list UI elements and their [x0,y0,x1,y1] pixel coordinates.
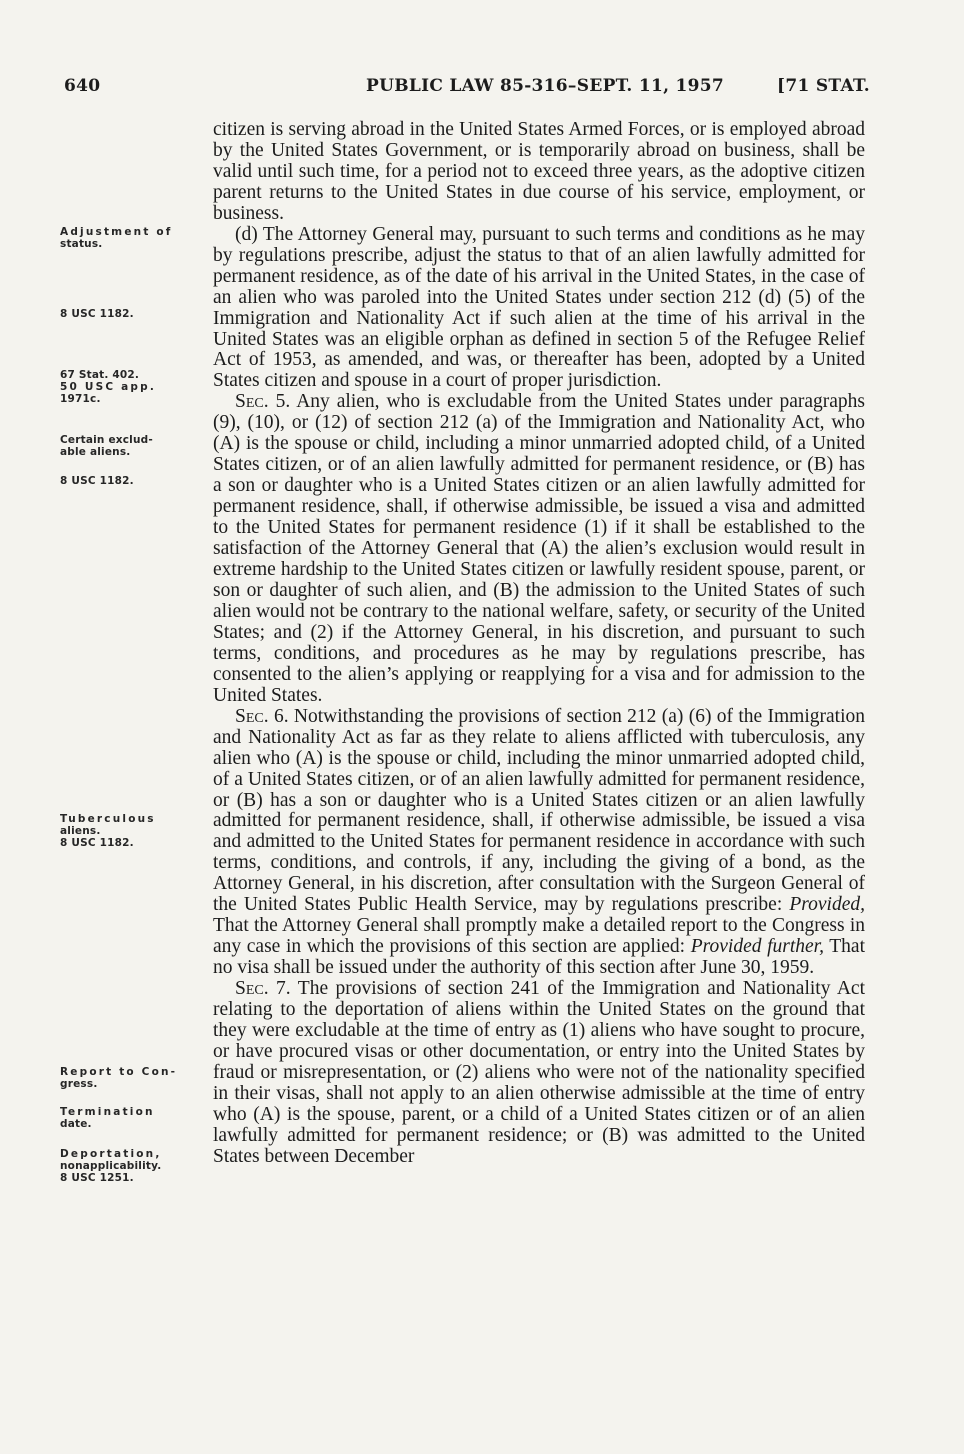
margin-line: 8 USC 1182. [60,308,134,320]
paragraph-subsection-d: (d) The Attorney General may, pursuant to such terms and conditions as he may by regulations prescribe, adjust the status to that of an alien lawfully admitted for permanent residence, as of the date of his arrival in the United States, in the case of an alien who was paroled into the United States under section 212 (d) (5) of the Immigration and Nationality Act if such alien at the time of his arrival in the United States was an eligible orphan as defined in section 5 of the Refugee Relief Act of 1953, as amended, and was, or thereafter has been, adopted by a United States citizen and spouse in a court of proper jurisdiction. [213,223,865,392]
margin-note-adjustment [60,226,208,250]
margin-line: 8 USC 1182. [60,475,134,487]
body-text [213,120,865,1168]
section-text: The provisions of section 241 of the Immigration and Nationality Act relating to the deportation of aliens within the United States on the ground that they were excludable at the time of entry as (1) aliens who have sought to procure, or have procured visas or other documentation, or entry into the United States by fraud or misrepresentation, or (2) aliens who were not of the nationality specified in their visas, shall not apply to an alien otherwise admissible at the time of entry who (A) is the spouse, parent, or a child of a United States citizen or of an alien lawfully admitted for permanent residence; or (B) was admitted to the United States between December [213,978,865,1167]
margin-line: 1971c. [60,393,101,405]
margin-note-stat [60,369,208,405]
margin-note-termination [60,1106,208,1130]
margin-line: nonapplicability. [60,1160,162,1172]
margin-line: Termination [60,1106,155,1118]
section-label: Sec. 5. [235,391,291,413]
section-label: Sec. 7. [235,978,291,1000]
margin-line: Report to Con- [60,1066,178,1078]
statute-volume: [71 STAT. [777,76,870,96]
margin-note-tuberculous [60,813,208,849]
paragraph-section-6 [213,707,865,979]
margin-line: Tuberculous [60,813,156,825]
page-header [64,76,870,100]
proviso-label: Provided further, [690,936,824,958]
margin-line: 50 USC app. [60,381,157,393]
section-text: That the Attorney General shall promptly make a detailed report to the Congress in any case in which the provisions of this section are applied: [213,915,865,958]
paragraph-section-7 [213,979,865,1168]
running-title: PUBLIC LAW 85-316–SEPT. 11, 1957 [366,76,725,96]
margin-line: status. [60,238,103,250]
page-number: 640 [64,76,101,96]
paragraph-continuation: citizen is serving abroad in the United States Armed Forces, or is employed abroad by the United States Government, or is temporarily abroad on business, shall be valid until such time, for a period not to exceed three years, as the adoptive citizen parent returns to the United States in due course of his service, employment, or business. [213,119,865,224]
margin-note-deportation [60,1148,208,1184]
margin-line: 67 Stat. 402. [60,369,140,381]
margin-line: 8 USC 1182. [60,837,134,849]
margin-line: Certain exclud- [60,434,153,446]
margin-line: Deportation, [60,1148,162,1160]
margin-line: able aliens. [60,446,131,458]
section-text: That no visa shall be issued under the authority of this section after June 30, 1959. [213,936,865,979]
section-text: Any alien, who is excludable from the United States under paragraphs (9), (10), or (12) of section 212 (a) of the Immigration and Nationality Act, who (A) is the spouse or child, including a minor unmarried adopted child, of a United States citizen, or of an alien lawfully admitted for permanent residence, or (B) has a son or daughter who is a United States citizen or an alien lawfully admitted for permanent residence, shall, if otherwise admissible, be issued a visa and admitted to the United States for permanent residence (1) if it shall be established to the satisfaction of the Attorney General that (A) the alien’s exclusion would result in extreme hardship to the United States citizen or lawfully resident spouse, parent, or son or daughter of such alien, and (B) the admission to the United States of such alien would not be contrary to the national welfare, safety, or security of the United States; and (2) if the Attorney General, in his discretion, and pursuant to such terms, conditions, and procedures as he may by regulations prescribe, has consented to the alien’s applying or reapplying for a visa and for admission to the United States. [213,391,865,706]
paragraph-section-5 [213,392,865,706]
margin-line: Adjustment of [60,226,173,238]
proviso-label: Provided, [789,894,866,916]
margin-note-excludable [60,434,208,458]
section-text: Notwithstanding the provisions of section 212 (a) (6) of the Immigration and Nationality Act as far as they relate to aliens afflicted with tuberculosis, any alien who (A) is the spouse or child, including the minor unmarried adopted child, of a United States citizen, or of an alien lawfully admitted for permanent residence, or (B) has a son or daughter who is a United States citizen or an alien lawfully admitted for permanent residence, shall, if otherwise admissible, be issued a visa and admitted to the United States for permanent residence in accordance with such terms, conditions, and controls, if any, including the giving of a bond, as the Attorney General, in his discretion, after consultation with the Surgeon General of the United States Public Health Service, may by regulations prescribe: [213,705,865,916]
margin-note-usc [60,475,208,487]
margin-line: 8 USC 1251. [60,1172,134,1184]
margin-note-usc [60,308,208,320]
margin-line: date. [60,1118,92,1130]
section-label: Sec. 6. [235,705,289,727]
margin-note-report [60,1066,208,1090]
margin-line: aliens. [60,825,101,837]
margin-line: gress. [60,1078,98,1090]
